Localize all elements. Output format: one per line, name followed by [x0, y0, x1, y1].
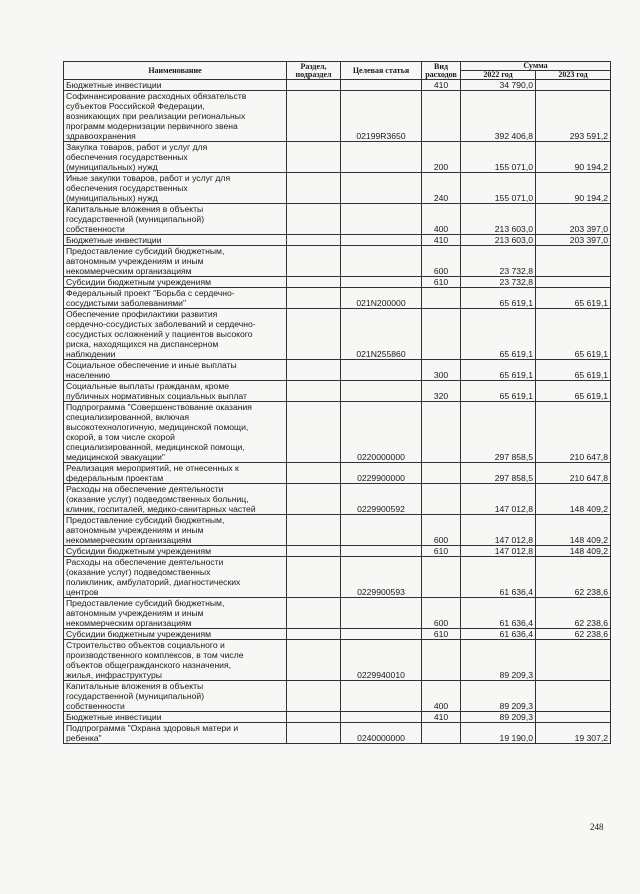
cell-expense-type: 410	[422, 712, 461, 723]
page-number: 248	[590, 822, 604, 832]
cell-expense-type: 610	[422, 277, 461, 288]
header-sum: Сумма	[461, 62, 611, 71]
table-row	[64, 640, 611, 681]
header-target: Целевая статья	[341, 62, 422, 80]
cell-target-article: 0240000000	[341, 723, 422, 744]
cell-name: Иные закупки товаров, работ и услуг для обеспечения государственных (муниципальных) нужд	[64, 173, 287, 204]
cell-sum-2023	[536, 246, 611, 277]
cell-sum-2023	[536, 681, 611, 712]
cell-target-article	[341, 173, 422, 204]
cell-name: Бюджетные инвестиции	[64, 80, 287, 91]
cell-expense-type: 320	[422, 381, 461, 402]
cell-name: Субсидии бюджетным учреждениям	[64, 629, 287, 640]
cell-sum-2023	[536, 640, 611, 681]
cell-expense-type: 200	[422, 142, 461, 173]
cell-target-article	[341, 629, 422, 640]
cell-target-article	[341, 360, 422, 381]
cell-sum-2023: 203 397,0	[536, 204, 611, 235]
cell-sum-2022: 89 209,3	[461, 712, 536, 723]
cell-sum-2022: 61 636,4	[461, 629, 536, 640]
header-type: Вид расходов	[422, 62, 461, 80]
cell-name: Расходы на обеспечение деятельности (оказание услуг) подведомственных поликлиник, амбулаторий, диагностических центров	[64, 557, 287, 598]
table-body	[64, 80, 611, 744]
table-row	[64, 463, 611, 484]
header-year-2022: 2022 год	[461, 71, 536, 80]
cell-expense-type	[422, 91, 461, 142]
cell-target-article	[341, 546, 422, 557]
cell-expense-type: 600	[422, 598, 461, 629]
cell-sum-2023: 90 194,2	[536, 142, 611, 173]
cell-name: Капитальные вложения в объекты государственной (муниципальной) собственности	[64, 681, 287, 712]
cell-section	[287, 360, 341, 381]
table-row	[64, 142, 611, 173]
cell-name: Предоставление субсидий бюджетным, автономным учреждениям и иным некоммерческим организациям	[64, 598, 287, 629]
table-header	[64, 62, 611, 80]
cell-sum-2022: 147 012,8	[461, 546, 536, 557]
cell-expense-type	[422, 463, 461, 484]
cell-sum-2023: 65 619,1	[536, 288, 611, 309]
cell-sum-2022: 61 636,4	[461, 557, 536, 598]
cell-target-article: 0229940010	[341, 640, 422, 681]
cell-sum-2023	[536, 80, 611, 91]
table-row	[64, 402, 611, 463]
cell-sum-2022: 213 603,0	[461, 204, 536, 235]
cell-section	[287, 381, 341, 402]
cell-sum-2022: 297 858,5	[461, 402, 536, 463]
cell-expense-type: 400	[422, 681, 461, 712]
cell-sum-2023: 90 194,2	[536, 173, 611, 204]
cell-sum-2023: 62 238,6	[536, 629, 611, 640]
cell-target-article: 0229900000	[341, 463, 422, 484]
cell-target-article: 0229900592	[341, 484, 422, 515]
cell-name: Бюджетные инвестиции	[64, 712, 287, 723]
cell-sum-2023: 148 409,2	[536, 546, 611, 557]
cell-target-article	[341, 80, 422, 91]
cell-target-article: 021N200000	[341, 288, 422, 309]
table-row	[64, 80, 611, 91]
table-row	[64, 712, 611, 723]
cell-sum-2022: 155 071,0	[461, 173, 536, 204]
cell-expense-type: 410	[422, 80, 461, 91]
cell-name: Реализация мероприятий, не отнесенных к федеральным проектам	[64, 463, 287, 484]
cell-target-article: 0229900593	[341, 557, 422, 598]
cell-sum-2022: 213 603,0	[461, 235, 536, 246]
cell-sum-2022: 19 190,0	[461, 723, 536, 744]
cell-sum-2022: 65 619,1	[461, 309, 536, 360]
cell-target-article	[341, 235, 422, 246]
cell-expense-type: 300	[422, 360, 461, 381]
cell-name: Строительство объектов социального и производственного комплексов, в том числе объектов общегражданского назначения, жилья, инфраструктуры	[64, 640, 287, 681]
cell-sum-2022: 155 071,0	[461, 142, 536, 173]
cell-name: Субсидии бюджетным учреждениям	[64, 546, 287, 557]
cell-section	[287, 142, 341, 173]
table-row	[64, 277, 611, 288]
cell-section	[287, 204, 341, 235]
cell-expense-type: 600	[422, 246, 461, 277]
cell-section	[287, 246, 341, 277]
cell-section	[287, 557, 341, 598]
cell-name: Софинансирование расходных обязательств субъектов Российской Федерации, возникающих при реализации региональных программ модернизации первичного звена здравоохранения	[64, 91, 287, 142]
table-row	[64, 246, 611, 277]
cell-section	[287, 484, 341, 515]
cell-sum-2022: 392 406,8	[461, 91, 536, 142]
cell-sum-2023: 210 647,8	[536, 402, 611, 463]
table-row	[64, 381, 611, 402]
cell-name: Субсидии бюджетным учреждениям	[64, 277, 287, 288]
cell-target-article	[341, 712, 422, 723]
cell-expense-type	[422, 484, 461, 515]
cell-sum-2023	[536, 277, 611, 288]
cell-expense-type: 600	[422, 515, 461, 546]
cell-name: Предоставление субсидий бюджетным, автономным учреждениям и иным некоммерческим организациям	[64, 515, 287, 546]
cell-sum-2023: 203 397,0	[536, 235, 611, 246]
cell-section	[287, 515, 341, 546]
cell-sum-2022: 61 636,4	[461, 598, 536, 629]
cell-section	[287, 598, 341, 629]
table-row	[64, 173, 611, 204]
cell-name: Закупка товаров, работ и услуг для обеспечения государственных (муниципальных) нужд	[64, 142, 287, 173]
header-year-2023: 2023 год	[536, 71, 611, 80]
cell-name: Капитальные вложения в объекты государственной (муниципальной) собственности	[64, 204, 287, 235]
cell-target-article	[341, 246, 422, 277]
cell-sum-2022: 89 209,3	[461, 681, 536, 712]
cell-section	[287, 546, 341, 557]
table-row	[64, 309, 611, 360]
table-row	[64, 515, 611, 546]
cell-sum-2023: 65 619,1	[536, 360, 611, 381]
cell-target-article: 021N255860	[341, 309, 422, 360]
cell-sum-2023: 19 307,2	[536, 723, 611, 744]
cell-name: Федеральный проект "Борьба с сердечно- сосудистыми заболеваниями"	[64, 288, 287, 309]
cell-section	[287, 235, 341, 246]
cell-sum-2022: 89 209,3	[461, 640, 536, 681]
cell-section	[287, 723, 341, 744]
cell-sum-2023: 65 619,1	[536, 381, 611, 402]
header-name: Наименование	[64, 62, 287, 80]
cell-sum-2023	[536, 712, 611, 723]
cell-sum-2023: 62 238,6	[536, 598, 611, 629]
table-row	[64, 598, 611, 629]
cell-expense-type	[422, 309, 461, 360]
cell-name: Расходы на обеспечение деятельности (оказание услуг) подведомственных больниц, клиник, госпиталей, медико-санитарных частей	[64, 484, 287, 515]
table-row	[64, 557, 611, 598]
cell-section	[287, 173, 341, 204]
cell-sum-2022: 297 858,5	[461, 463, 536, 484]
header-section: Раздел, подраздел	[287, 62, 341, 80]
cell-sum-2023: 148 409,2	[536, 515, 611, 546]
cell-target-article	[341, 204, 422, 235]
cell-section	[287, 712, 341, 723]
cell-target-article	[341, 277, 422, 288]
cell-section	[287, 288, 341, 309]
table-row	[64, 360, 611, 381]
cell-name: Подпрограмма "Совершенствование оказания специализированной, включая высокотехнологичную, медицинской помощи, скорой, в том числе скорой специализированной, медицинской помощи, медицинской эвакуации"	[64, 402, 287, 463]
cell-expense-type	[422, 640, 461, 681]
cell-section	[287, 277, 341, 288]
cell-target-article: 02199R3650	[341, 91, 422, 142]
cell-sum-2023: 210 647,8	[536, 463, 611, 484]
table-row	[64, 484, 611, 515]
cell-section	[287, 629, 341, 640]
cell-sum-2022: 65 619,1	[461, 288, 536, 309]
cell-sum-2022: 65 619,1	[461, 381, 536, 402]
cell-section	[287, 80, 341, 91]
cell-name: Социальное обеспечение и иные выплаты населению	[64, 360, 287, 381]
cell-expense-type	[422, 402, 461, 463]
cell-expense-type: 410	[422, 235, 461, 246]
table-row	[64, 288, 611, 309]
cell-target-article	[341, 381, 422, 402]
budget-table	[63, 61, 611, 744]
table-row	[64, 204, 611, 235]
table-row	[64, 235, 611, 246]
cell-sum-2023: 293 591,2	[536, 91, 611, 142]
cell-name: Подпрограмма "Охрана здоровья матери и ребенка"	[64, 723, 287, 744]
cell-expense-type	[422, 723, 461, 744]
cell-expense-type: 610	[422, 629, 461, 640]
cell-sum-2022: 23 732,8	[461, 277, 536, 288]
cell-section	[287, 309, 341, 360]
cell-sum-2023: 62 238,6	[536, 557, 611, 598]
cell-expense-type: 400	[422, 204, 461, 235]
cell-target-article	[341, 598, 422, 629]
cell-target-article	[341, 515, 422, 546]
cell-sum-2022: 147 012,8	[461, 484, 536, 515]
cell-name: Бюджетные инвестиции	[64, 235, 287, 246]
cell-name: Обеспечение профилактики развития сердечно-сосудистых заболеваний и сердечно- сосудистых осложнений у пациентов высокого риска, находящихся на диспансерном наблюдении	[64, 309, 287, 360]
cell-section	[287, 640, 341, 681]
cell-expense-type	[422, 288, 461, 309]
cell-sum-2022: 147 012,8	[461, 515, 536, 546]
cell-name: Социальные выплаты гражданам, кроме публичных нормативных социальных выплат	[64, 381, 287, 402]
cell-sum-2022: 23 732,8	[461, 246, 536, 277]
table-row	[64, 723, 611, 744]
cell-name: Предоставление субсидий бюджетным, автономным учреждениям и иным некоммерческим организациям	[64, 246, 287, 277]
cell-sum-2022: 65 619,1	[461, 360, 536, 381]
cell-section	[287, 681, 341, 712]
cell-section	[287, 463, 341, 484]
cell-target-article: 0220000000	[341, 402, 422, 463]
cell-section	[287, 402, 341, 463]
table-row	[64, 629, 611, 640]
table-row	[64, 681, 611, 712]
cell-target-article	[341, 681, 422, 712]
cell-target-article	[341, 142, 422, 173]
cell-sum-2023: 65 619,1	[536, 309, 611, 360]
cell-expense-type	[422, 557, 461, 598]
cell-expense-type: 610	[422, 546, 461, 557]
cell-expense-type: 240	[422, 173, 461, 204]
table-row	[64, 546, 611, 557]
table-row	[64, 91, 611, 142]
cell-sum-2023: 148 409,2	[536, 484, 611, 515]
cell-sum-2022: 34 790,0	[461, 80, 536, 91]
cell-section	[287, 91, 341, 142]
